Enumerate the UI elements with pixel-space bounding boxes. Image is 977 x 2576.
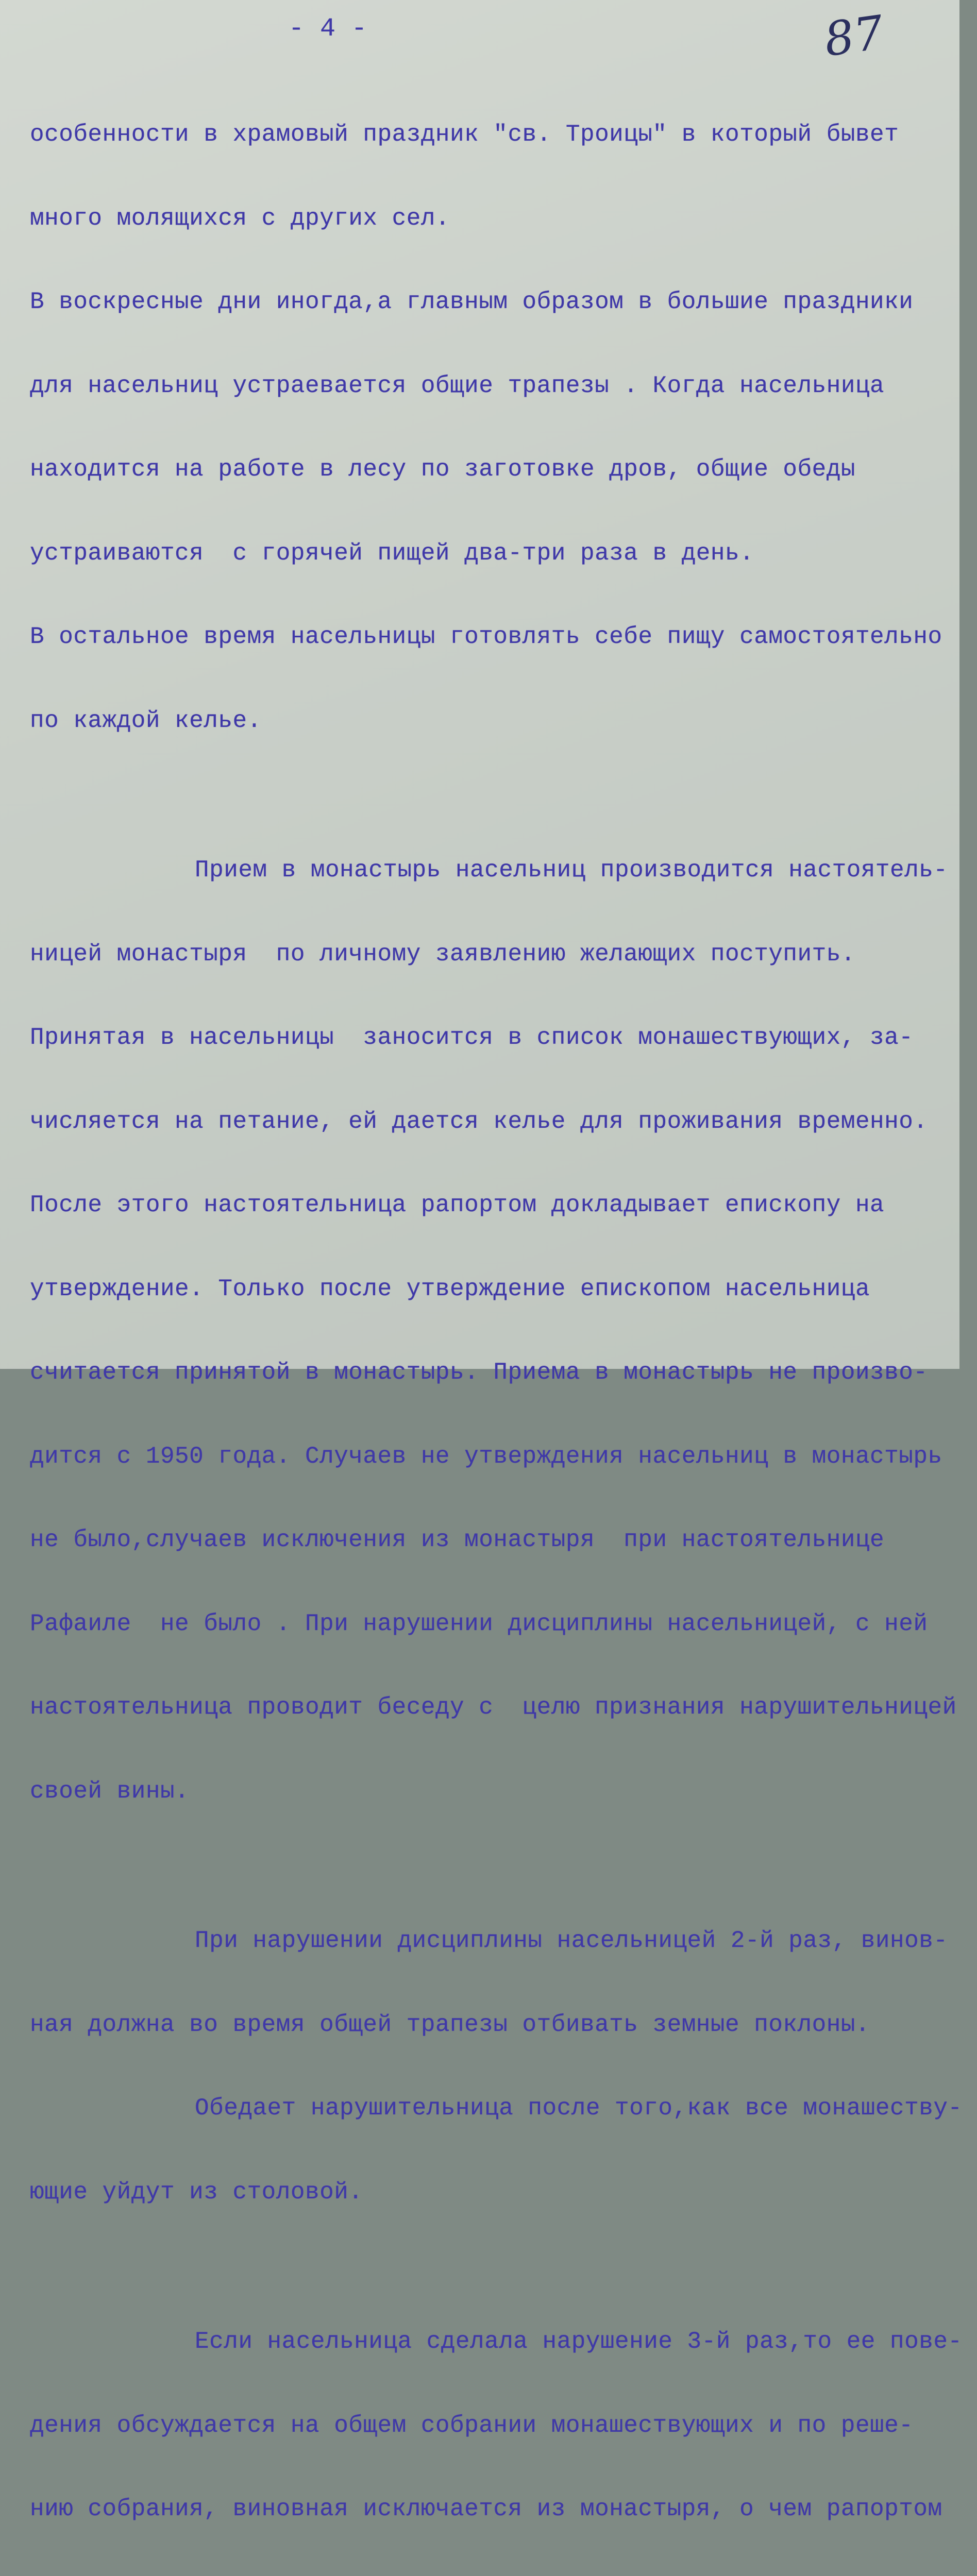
text-line: особенности в храмовый праздник "св. Троицы" в который бывет xyxy=(30,121,899,148)
text-line: После этого настоятельница рапортом докладывает епископу на xyxy=(30,1192,885,1218)
text-line: ющие уйдут из столовой. xyxy=(30,2178,363,2206)
folio-handwritten-mark: 87 xyxy=(821,5,887,67)
text-line: Рафаиле не было . При нарушении дисциплины насельницей, с ней xyxy=(30,1610,928,1637)
text-line: дится с 1950 года. Случаев не утверждения насельниц в монастырь xyxy=(30,1443,942,1470)
text-line: считается принятой в монастырь. Приема в монастырь не произво- xyxy=(30,1359,928,1386)
text-line: настоятельница проводит беседу с целю признания нарушительницей xyxy=(30,1694,957,1721)
text-line: нию собрания, виновная исключается из монастыря, о чем рапортом xyxy=(30,2496,942,2522)
text-line: для насельниц устраевается общие трапезы . Когда насельница xyxy=(30,372,885,399)
text-line: утверждение. Только после утверждение епископом насельница xyxy=(30,1275,870,1302)
text-line: находится на работе в лесу по заготовке дров, общие обеды xyxy=(30,456,855,483)
document-body xyxy=(30,66,963,2576)
text-line: числяется на петание, ей дается келье для проживания временно. xyxy=(30,1108,928,1135)
paragraph-start-line: Если насельница сделала нарушение 3-й раз,то ее пове- xyxy=(195,2328,963,2355)
paragraph-start-line: Обедает нарушительница после того,как все монашеству- xyxy=(195,2095,963,2122)
text-line: устраиваются с горячей пищей два-три раза в день. xyxy=(30,539,754,567)
paragraph-start-line: При нарушении дисциплины насельницей 2-й раз, винов- xyxy=(195,1927,948,1954)
text-line: по каждой келье. xyxy=(30,707,262,734)
text-line: своей вины. xyxy=(30,1777,190,1805)
text-line: В воскресные дни иногда,а главным образом в большие праздники xyxy=(30,289,914,315)
page-number: - 4 - xyxy=(289,14,367,44)
text-line: ная должна во время общей трапезы отбивать земные поклоны. xyxy=(30,2011,870,2038)
text-line: много молящихся с других сел. xyxy=(30,205,450,232)
paragraph-start-line: Прием в монастырь насельниц производится настоятель- xyxy=(195,857,948,884)
text-line: Принятая в насельницы заносится в список монашествующих, за- xyxy=(30,1024,914,1051)
text-line: не было,случаев исключения из монастыря при настоятельнице xyxy=(30,1527,885,1553)
text-line: дения обсуждается на общем собрании монашествующих и по реше- xyxy=(30,2412,914,2439)
text-line: В остальное время насельницы готовлять себе пищу самостоятельно xyxy=(30,623,942,650)
text-line: ницей монастыря по личному заявлению желающих поступить. xyxy=(30,940,855,968)
